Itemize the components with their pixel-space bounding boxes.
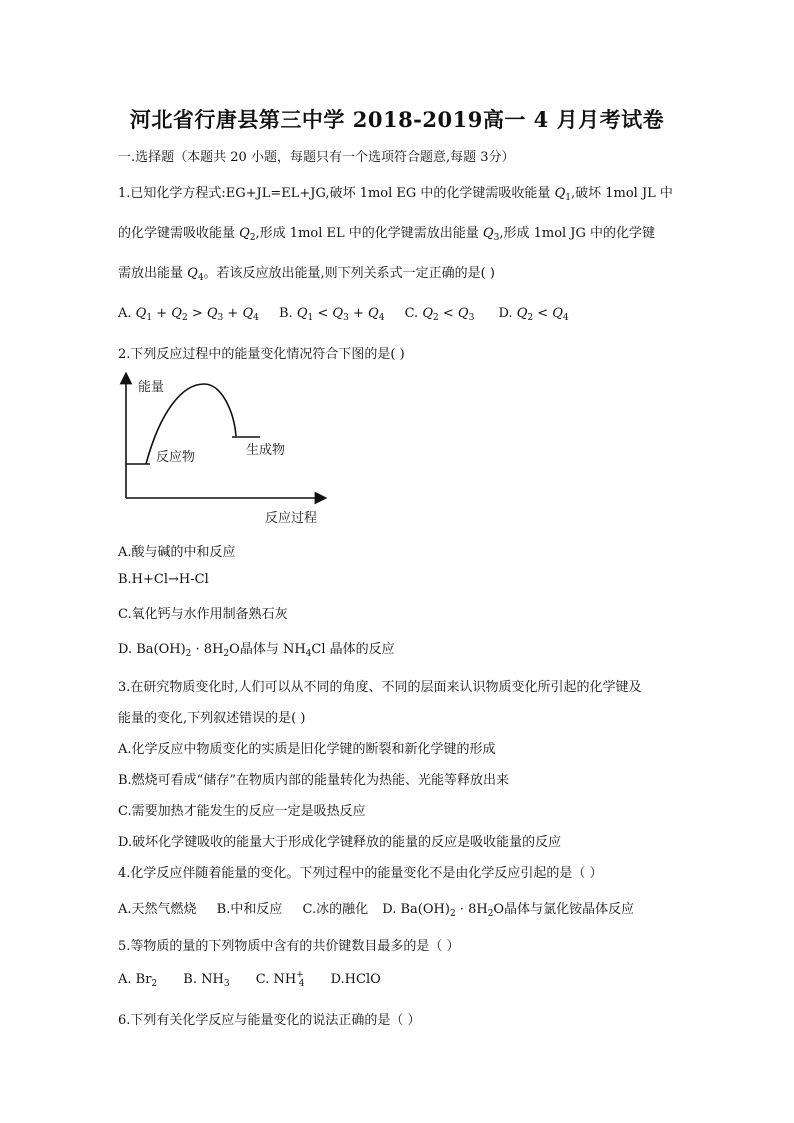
option-a: A.天然气燃烧 bbox=[118, 902, 197, 917]
section-heading: 一.选择题（本题共 20 小题，每题只有一个选项符合题意,每题 3分） bbox=[118, 150, 515, 165]
reactant-label: 反应物 bbox=[156, 450, 196, 465]
question-4-stem: 4.化学反应伴随着能量的变化。下列过程中的能量变化不是由化学反应引起的是（ ） bbox=[118, 866, 603, 881]
question-3-option-d: D.破坏化学键吸收的能量大于形成化学键释放的能量的反应是吸收能量的反应 bbox=[118, 835, 562, 850]
question-5-options bbox=[118, 972, 381, 987]
question-1-line-2: 的化学键需吸收能量 $Q_2$,形成 1mol EL 中的化学键需放出能量 $Q_3$,形成 1mol JG 中的化学键 bbox=[118, 226, 656, 243]
option-d: D. $Ba(OH)_2 \cdot 8H_2O$晶体与氯化铵晶体反应 bbox=[382, 902, 635, 919]
question-5-stem: 5.等物质的量的下列物质中含有的共价键数目最多的是（ ） bbox=[118, 939, 460, 954]
question-1-line-3: 需放出能量 $Q_4$。若该反应放出能量,则下列关系式一定正确的是( ) bbox=[118, 266, 495, 283]
option-c: C. $Q_2 < Q_3$ bbox=[404, 306, 475, 323]
question-2-option-a: A.酸与碱的中和反应 bbox=[118, 545, 236, 560]
energy-diagram bbox=[118, 372, 338, 532]
option-b: B.中和反应 bbox=[216, 902, 283, 917]
option-c: C. $NH^+_4$ bbox=[255, 970, 305, 989]
product-label: 生成物 bbox=[246, 443, 286, 458]
question-2-option-b: B.H+Cl→H-Cl bbox=[118, 572, 209, 587]
question-1-options bbox=[118, 306, 569, 321]
option-b: B. $Q_1 < Q_3 + Q_4$ bbox=[279, 306, 385, 323]
question-3-option-b: B.燃烧可看成“储存”在物质内部的能量转化为热能、光能等释放出来 bbox=[118, 773, 509, 788]
question-2-option-c: C.氧化钙与水作用制备熟石灰 bbox=[118, 607, 288, 622]
option-c: C.冰的融化 bbox=[302, 902, 369, 917]
question-6-stem: 6.下列有关化学反应与能量变化的说法正确的是（ ） bbox=[118, 1013, 421, 1028]
option-d: D. $Q_2 < Q_4$ bbox=[498, 306, 569, 323]
exam-title: 河北省行唐县第三中学 2018-2019高一 4 月月考试卷 bbox=[129, 107, 665, 132]
question-2-option-d: D. $Ba(OH)_2 \cdot 8H_2O$晶体与 $NH_4Cl$ 晶体的反应 bbox=[118, 642, 395, 659]
option-d: D.HClO bbox=[330, 972, 381, 987]
option-a: A. $Br_2$ bbox=[118, 972, 158, 989]
question-3-stem-line-1: 3.在研究物质变化时,人们可以从不同的角度、不同的层面来认识物质变化所引起的化学键及 bbox=[118, 680, 642, 695]
question-4-options bbox=[118, 898, 634, 917]
option-b: B. $NH_3$ bbox=[183, 972, 230, 989]
option-a: A. $Q_1 + Q_2 > Q_3 + Q_4$ bbox=[118, 306, 259, 323]
question-3-option-c: C.需要加热才能发生的反应一定是吸热反应 bbox=[118, 804, 366, 819]
question-3-stem-line-2: 能量的变化,下列叙述错误的是( ) bbox=[118, 711, 306, 726]
question-1-line-1: 1.已知化学方程式:EG+JL=EL+JG,破坏 1mol EG 中的化学键需吸收能量 $Q_1$,破坏 1mol JL 中 bbox=[118, 186, 673, 203]
x-axis-label: 反应过程 bbox=[265, 511, 318, 526]
question-3-option-a: A.化学反应中物质变化的实质是旧化学键的断裂和新化学键的形成 bbox=[118, 742, 496, 757]
question-2-stem: 2.下列反应过程中的能量变化情况符合下图的是( ) bbox=[118, 347, 405, 362]
y-axis-label: 能量 bbox=[138, 380, 165, 395]
